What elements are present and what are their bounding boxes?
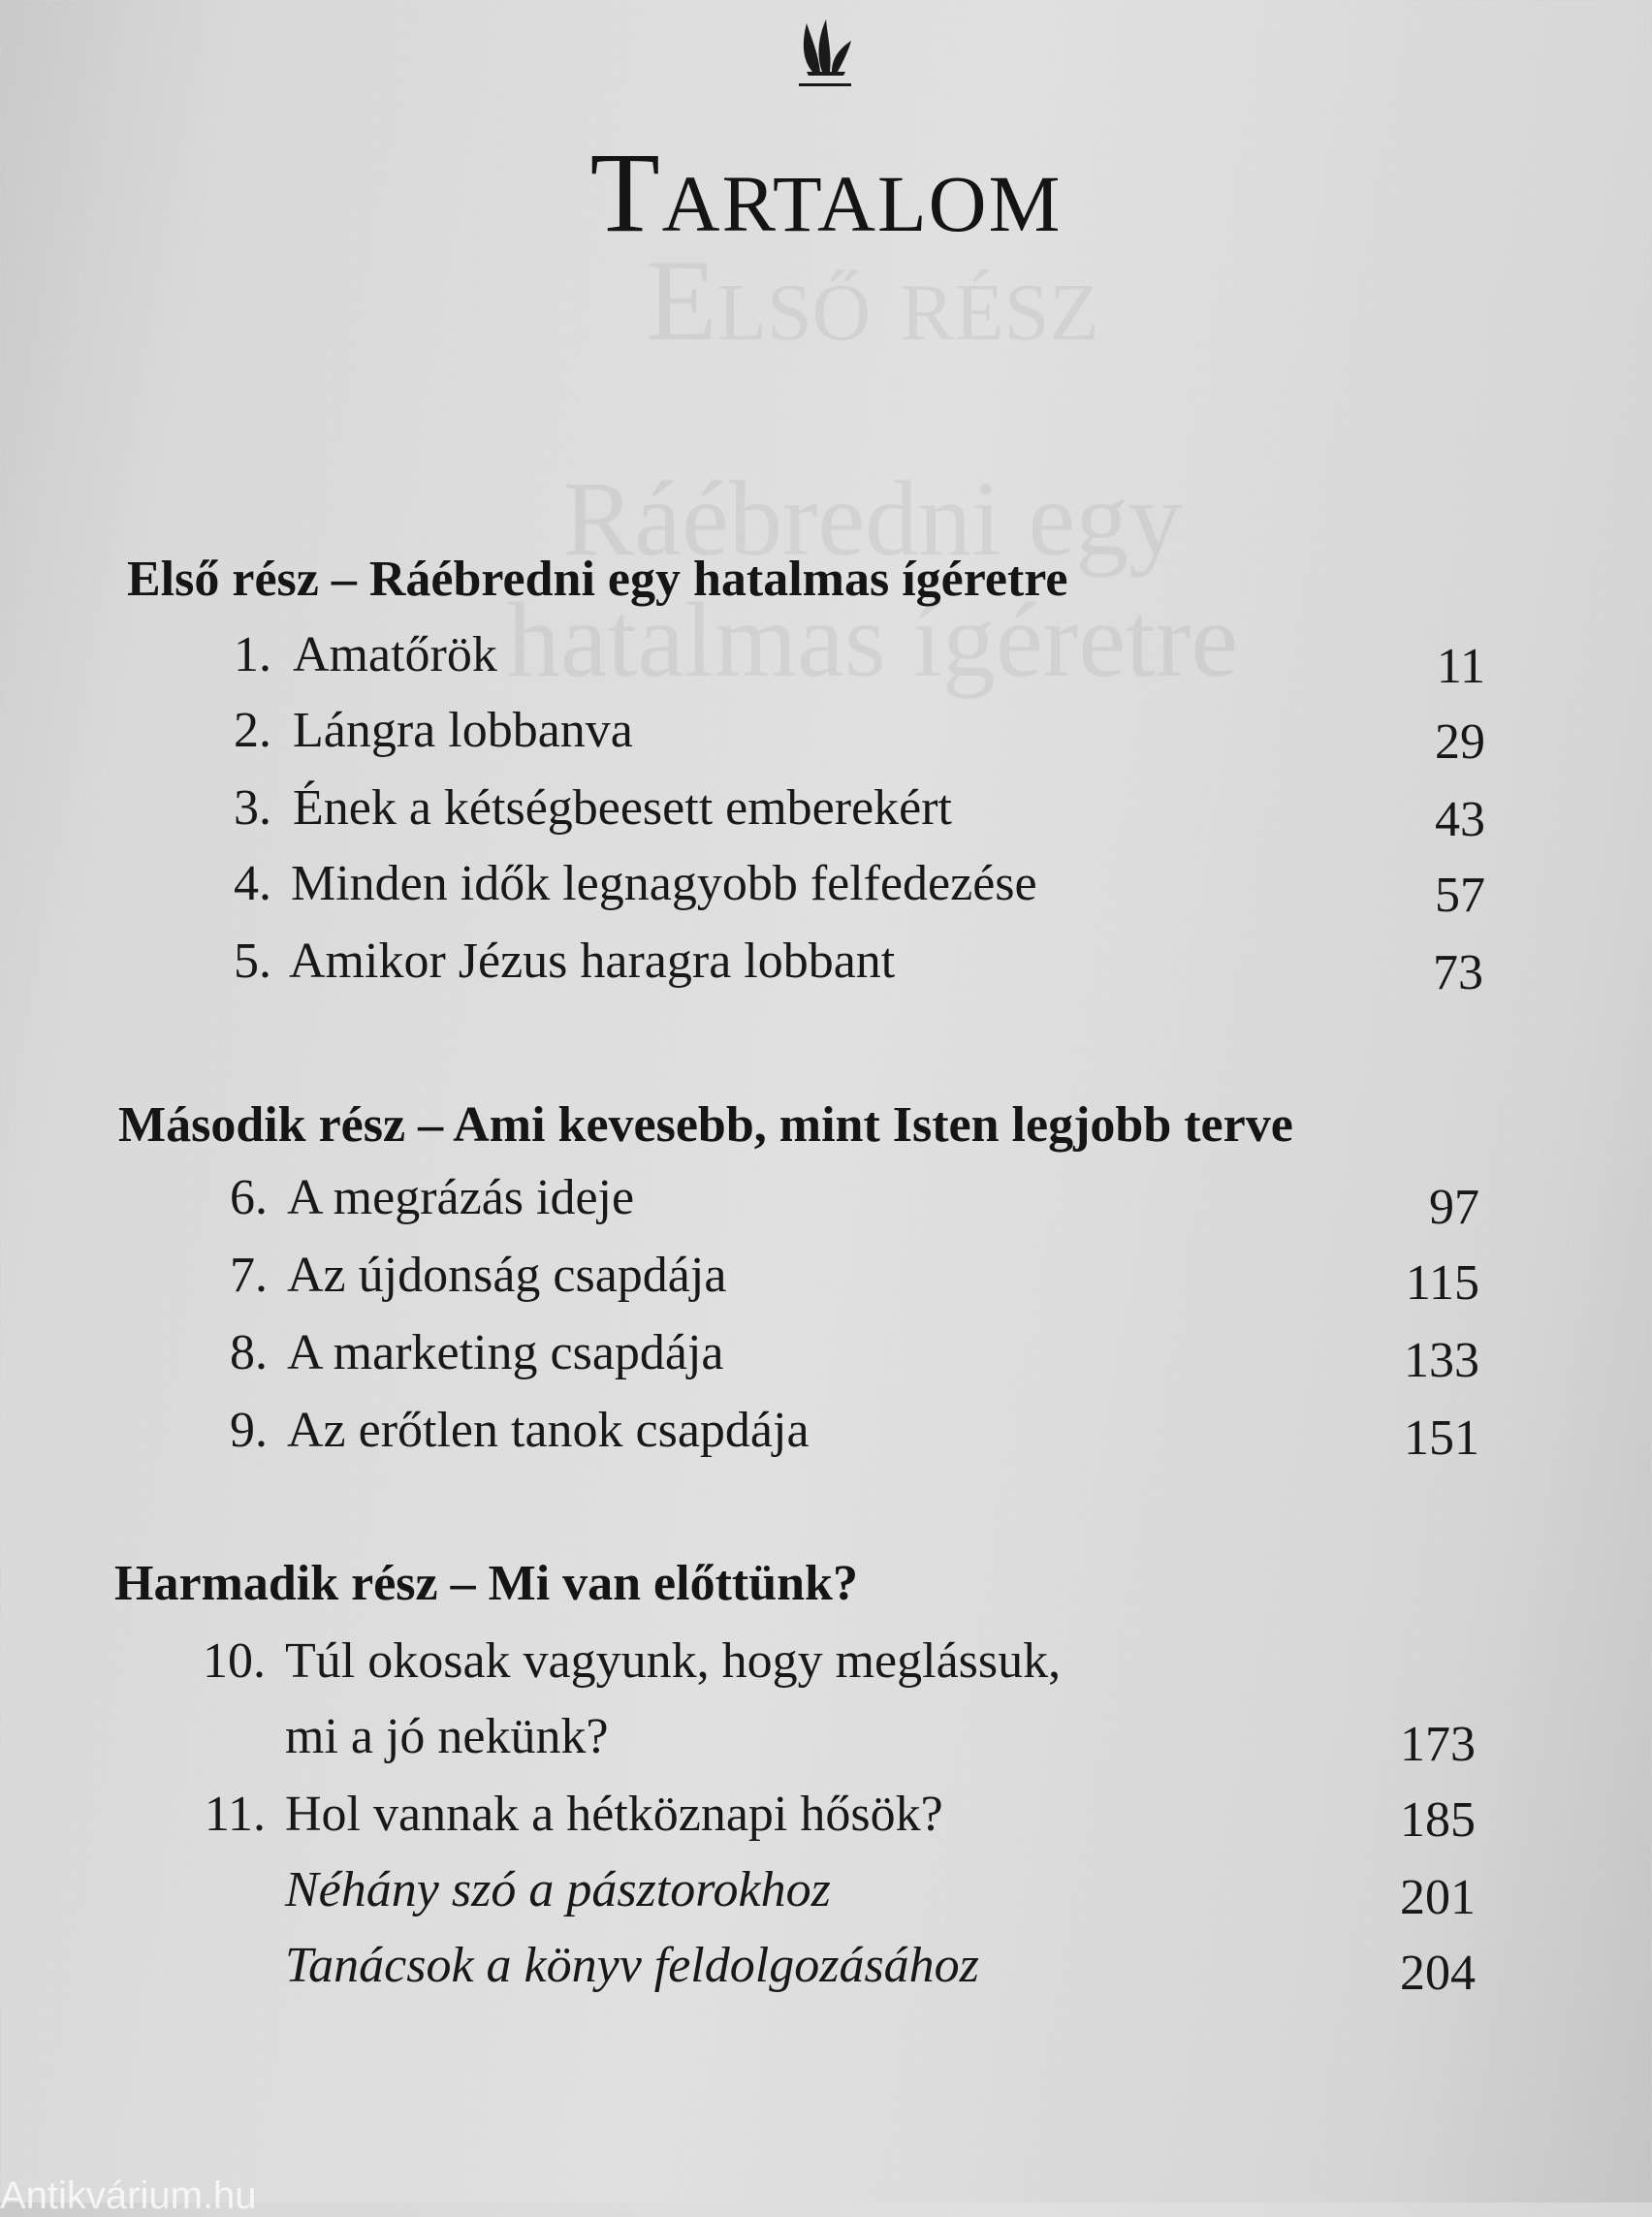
entry-title: Amikor Jézus haragra lobbant — [289, 934, 896, 989]
entry-number: 3. — [234, 780, 271, 836]
show-through-line-2: hatalmas ígéretre — [506, 581, 1239, 699]
entry-page-number: 29 — [1435, 714, 1485, 770]
entry-title: A marketing csapdája — [287, 1325, 724, 1380]
entry-title: Tanácsok a könyv feldolgozásához — [285, 1938, 979, 1993]
entry-number: 6. — [230, 1170, 268, 1225]
page-title: Tartalom — [589, 129, 1063, 256]
entry-number: 4. — [234, 856, 271, 911]
show-through-heading: Első rész — [646, 236, 1099, 364]
entry-number: 7. — [230, 1248, 268, 1303]
entry-title: Amatőrök — [293, 627, 497, 682]
entry-page-number: 57 — [1435, 868, 1485, 923]
entry-title: Lángra lobbanva — [293, 703, 633, 758]
entry-page-number: 185 — [1400, 1792, 1476, 1848]
entry-title: Ének a kétségbeesett emberekért — [293, 780, 952, 836]
entry-number: 1. — [234, 627, 271, 682]
entry-page-number: 133 — [1404, 1333, 1479, 1388]
entry-page-number: 73 — [1433, 945, 1483, 1000]
watermark: Antikvárium.hu — [0, 2174, 257, 2217]
entry-page-number: 173 — [1400, 1717, 1476, 1772]
entry-page-number: 97 — [1429, 1180, 1479, 1235]
entry-title: Az erőtlen tanok csapdája — [287, 1403, 810, 1458]
entry-title: Az újdonság csapdája — [287, 1248, 727, 1303]
entry-page-number: 201 — [1400, 1870, 1476, 1925]
section-heading-3: Harmadik rész – Mi van előttünk? — [114, 1556, 858, 1611]
entry-page-number: 43 — [1435, 792, 1485, 847]
entry-title-line-2: mi a jó nekünk? — [285, 1709, 609, 1764]
entry-page-number: 11 — [1436, 639, 1485, 694]
entry-page-number: 115 — [1405, 1255, 1479, 1311]
entry-number: 10. — [203, 1633, 266, 1689]
entry-number: 5. — [234, 934, 271, 989]
entry-title: Hol vannak a hétköznapi hősök? — [285, 1787, 943, 1842]
entry-number: 11. — [204, 1787, 266, 1842]
entry-number: 2. — [234, 703, 271, 758]
entry-number: 8. — [230, 1325, 268, 1380]
entry-title: A megrázás ideje — [287, 1170, 635, 1225]
entry-title: Néhány szó a pásztorokhoz — [285, 1862, 831, 1917]
entry-title: Túl okosak vagyunk, hogy meglássuk, — [285, 1633, 1062, 1689]
section-heading-2: Második rész – Ami kevesebb, mint Isten legjobb terve — [118, 1097, 1293, 1153]
show-through-line-1: Ráébredni egy — [562, 459, 1183, 578]
entry-number: 9. — [230, 1403, 268, 1458]
entry-page-number: 204 — [1400, 1946, 1476, 2001]
flame-leaf-icon — [793, 16, 857, 91]
entry-page-number: 151 — [1404, 1410, 1479, 1466]
entry-title: Minden idők legnagyobb felfedezése — [291, 856, 1037, 911]
section-heading-1: Első rész – Ráébredni egy hatalmas ígéretre — [127, 552, 1068, 607]
